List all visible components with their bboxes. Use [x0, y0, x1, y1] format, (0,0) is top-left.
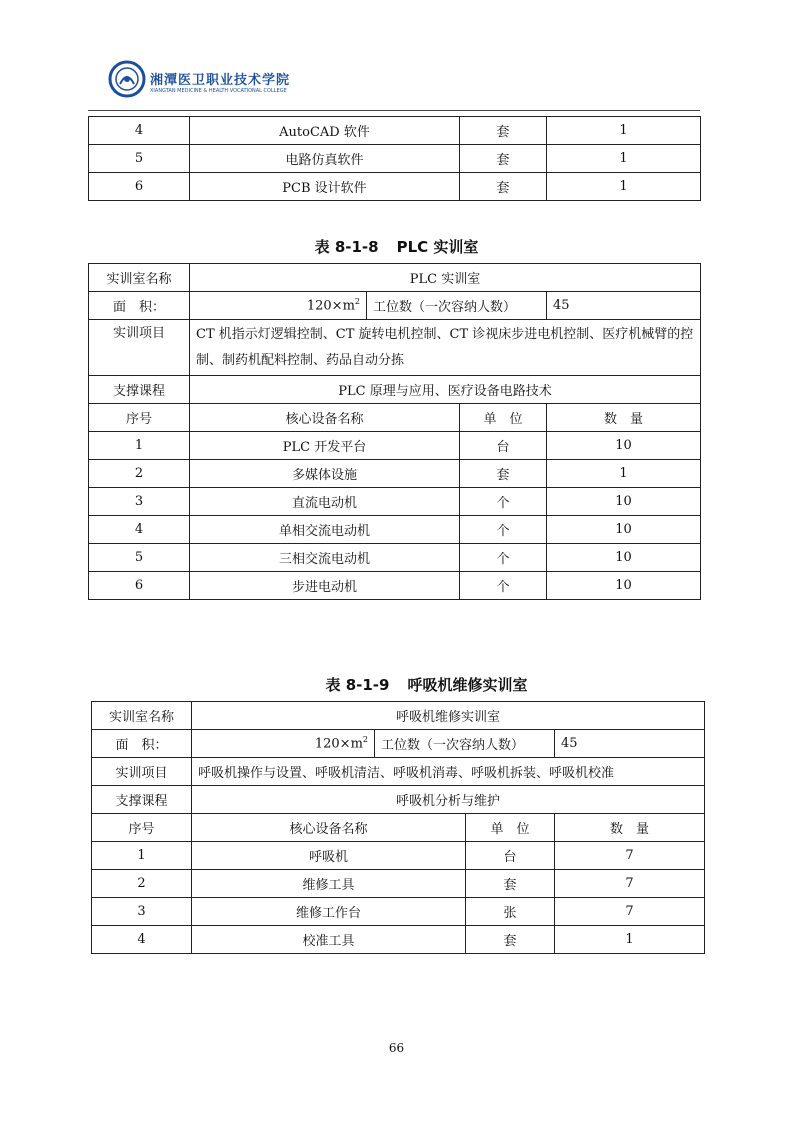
cell-equipment: 电路仿真软件 — [190, 145, 460, 173]
col-header-unit: 单 位 — [466, 814, 555, 842]
cell-no: 1 — [89, 432, 190, 460]
cell-qty: 10 — [547, 432, 701, 460]
logo-text-cn: 湘潭医卫职业技术学院 — [150, 73, 291, 88]
college-emblem-icon — [108, 60, 146, 98]
cell-qty: 1 — [555, 926, 705, 954]
value-stations: 45 — [547, 292, 701, 320]
cell-unit: 台 — [466, 842, 555, 870]
col-header-no: 序号 — [89, 404, 190, 432]
cell-no: 6 — [89, 572, 190, 600]
cell-equipment: AutoCAD 软件 — [190, 117, 460, 145]
table-row — [92, 870, 705, 898]
cell-unit: 套 — [460, 145, 547, 173]
cell-unit: 个 — [460, 516, 547, 544]
cell-no: 3 — [89, 488, 190, 516]
table-header-row — [92, 814, 705, 842]
cell-no: 2 — [89, 460, 190, 488]
table-row — [89, 432, 701, 460]
label-stations: 工位数（一次容纳人数） — [375, 730, 555, 758]
value-projects: 呼吸机操作与设置、呼吸机清洁、呼吸机消毒、呼吸机拆装、呼吸机校准 — [192, 758, 705, 786]
cell-no: 4 — [89, 516, 190, 544]
cell-equipment: 直流电动机 — [190, 488, 460, 516]
col-header-unit: 单 位 — [460, 404, 547, 432]
label-courses: 支撑课程 — [92, 786, 192, 814]
cell-qty: 1 — [547, 173, 701, 201]
logo-text-en: XIANGTAN MEDICINE & HEALTH VOCATIONAL COLLEGE — [150, 88, 287, 94]
cell-qty: 10 — [547, 572, 701, 600]
table-row — [89, 320, 701, 376]
value-stations: 45 — [555, 730, 705, 758]
table-row — [89, 488, 701, 516]
cell-unit: 套 — [466, 870, 555, 898]
table-row — [89, 460, 701, 488]
table-continuation — [88, 116, 701, 201]
label-projects: 实训项目 — [92, 758, 192, 786]
cell-no: 2 — [92, 870, 192, 898]
table-caption-8-1-8 — [0, 236, 793, 257]
label-area: 面 积： — [92, 730, 192, 758]
table-row — [89, 117, 701, 145]
header-rule — [88, 110, 700, 111]
col-header-no: 序号 — [92, 814, 192, 842]
label-projects: 实训项目 — [89, 320, 190, 376]
label-lab-name: 实训室名称 — [92, 702, 192, 730]
table-row — [89, 173, 701, 201]
table-header-row — [89, 404, 701, 432]
table-row — [89, 376, 701, 404]
cell-no: 3 — [92, 898, 192, 926]
cell-unit: 套 — [460, 460, 547, 488]
cell-no: 5 — [89, 544, 190, 572]
cell-unit: 张 — [466, 898, 555, 926]
value-area: $120\times m^2$ — [190, 292, 367, 320]
page-number: 66 — [388, 1041, 405, 1055]
table-row — [92, 842, 705, 870]
cell-equipment: 三相交流电动机 — [190, 544, 460, 572]
cell-qty: 1 — [547, 117, 701, 145]
college-logo — [108, 60, 308, 106]
label-lab-name: 实训室名称 — [89, 264, 190, 292]
table-row — [89, 544, 701, 572]
table-caption-8-1-9 — [30, 674, 793, 695]
value-area: $120\times m^2$ — [192, 730, 375, 758]
table-row — [92, 758, 705, 786]
col-header-equipment: 核心设备名称 — [192, 814, 466, 842]
label-courses: 支撑课程 — [89, 376, 190, 404]
table-row — [92, 926, 705, 954]
col-header-qty: 数 量 — [555, 814, 705, 842]
table-row — [89, 292, 701, 320]
col-header-equipment: 核心设备名称 — [190, 404, 460, 432]
cell-equipment: PCB 设计软件 — [190, 173, 460, 201]
table-row — [92, 786, 705, 814]
cell-qty: 10 — [547, 544, 701, 572]
col-header-qty: 数 量 — [547, 404, 701, 432]
cell-qty: 1 — [547, 460, 701, 488]
cell-qty: 7 — [555, 842, 705, 870]
table-row — [89, 572, 701, 600]
cell-unit: 套 — [460, 173, 547, 201]
cell-unit: 套 — [460, 117, 547, 145]
cell-equipment: 单相交流电动机 — [190, 516, 460, 544]
cell-unit: 个 — [460, 544, 547, 572]
cell-qty: 10 — [547, 516, 701, 544]
cell-unit: 套 — [466, 926, 555, 954]
cell-no: 5 — [89, 145, 190, 173]
label-stations: 工位数（一次容纳人数） — [367, 292, 547, 320]
table-row — [92, 702, 705, 730]
table-row — [92, 898, 705, 926]
cell-unit: 台 — [460, 432, 547, 460]
cell-qty: 7 — [555, 870, 705, 898]
cell-qty: 10 — [547, 488, 701, 516]
caption-title: PLC 实训室 — [396, 238, 479, 256]
cell-equipment: 维修工具 — [192, 870, 466, 898]
caption-number: 表 8-1-9 — [325, 676, 390, 694]
value-courses: PLC 原理与应用、医疗设备电路技术 — [190, 376, 701, 404]
table-ventilator-lab — [91, 701, 705, 954]
label-area: 面 积： — [89, 292, 190, 320]
cell-equipment: 多媒体设施 — [190, 460, 460, 488]
table-row — [92, 730, 705, 758]
cell-no: 6 — [89, 173, 190, 201]
cell-equipment: 步进电动机 — [190, 572, 460, 600]
caption-number: 表 8-1-8 — [314, 238, 379, 256]
table-row — [89, 516, 701, 544]
cell-unit: 个 — [460, 572, 547, 600]
cell-no: 4 — [89, 117, 190, 145]
cell-equipment: 校准工具 — [192, 926, 466, 954]
cell-equipment: 维修工作台 — [192, 898, 466, 926]
value-lab-name: PLC 实训室 — [190, 264, 701, 292]
table-row — [89, 145, 701, 173]
cell-qty: 1 — [547, 145, 701, 173]
value-projects: CT 机指示灯逻辑控制、CT 旋转电机控制、CT 诊视床步进电机控制、医疗机械臂的控制、制药机配料控制、药品自动分拣 — [190, 320, 701, 376]
cell-unit: 个 — [460, 488, 547, 516]
cell-no: 1 — [92, 842, 192, 870]
caption-title: 呼吸机维修实训室 — [407, 676, 528, 694]
table-plc-lab — [88, 263, 701, 600]
cell-qty: 7 — [555, 898, 705, 926]
cell-no: 4 — [92, 926, 192, 954]
table-row — [89, 264, 701, 292]
cell-equipment: 呼吸机 — [192, 842, 466, 870]
value-lab-name: 呼吸机维修实训室 — [192, 702, 705, 730]
value-courses: 呼吸机分析与维护 — [192, 786, 705, 814]
cell-equipment: PLC 开发平台 — [190, 432, 460, 460]
